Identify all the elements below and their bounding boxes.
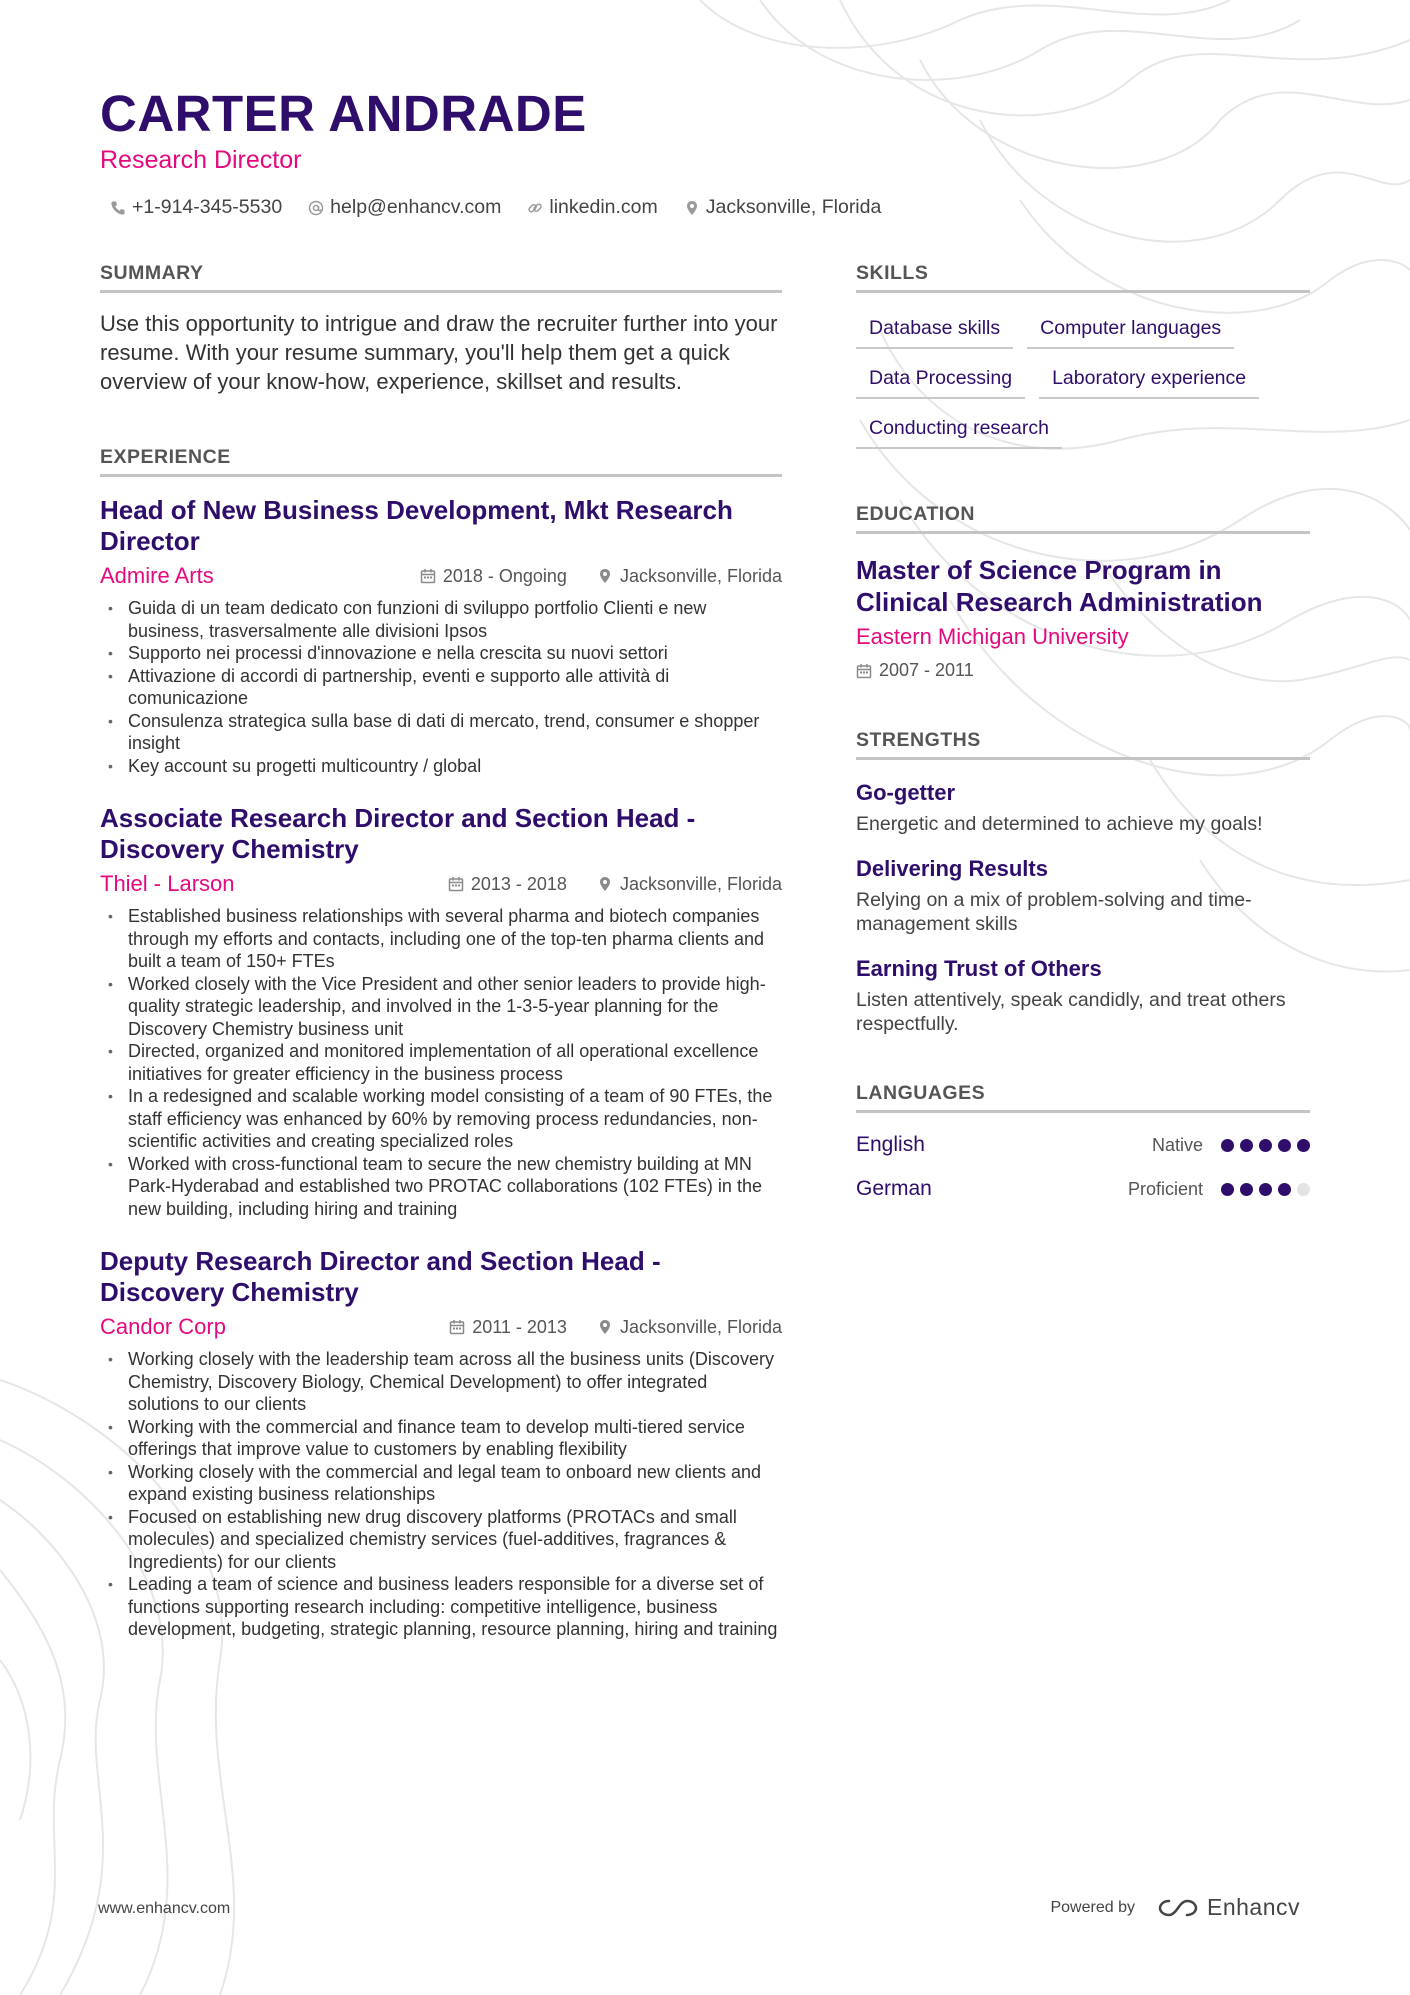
job-bullet: • Consulenza strategica sulla base di dati di mercato, trend, consumer e shopper insight <box>100 710 782 755</box>
rating-dot-filled <box>1278 1183 1291 1196</box>
school-name: Eastern Michigan University <box>856 624 1129 649</box>
rating-dot-filled <box>1259 1139 1272 1152</box>
strength-item <box>856 956 1310 1036</box>
contact-bar <box>110 196 881 219</box>
language-level: Native <box>1151 1134 1203 1155</box>
rating-dot-filled <box>1240 1183 1253 1196</box>
location-pin-icon <box>597 876 613 892</box>
job-bullet: • Key account su progetti multicountry / global <box>100 755 782 778</box>
job-location-text: Jacksonville, Florida <box>619 565 782 586</box>
job-title: Head of New Business Development, Mkt Research Director <box>100 495 733 556</box>
experience-heading: EXPERIENCE <box>100 446 782 477</box>
rating-dot-filled <box>1278 1139 1291 1152</box>
experience-section <box>100 446 782 1641</box>
job-bullet: • Worked with cross-functional team to secure the new chemistry building at MN Park-Hyderabad and established two PROTAC collaborations (102 FTEs) in the new building, including hiring and training <box>100 1153 782 1221</box>
job-location-text: Jacksonville, Florida <box>619 1316 782 1337</box>
job-meta <box>100 563 782 589</box>
job-bullet: • Guida di un team dedicato con funzioni di sviluppo portfolio Clienti e new business, trasversalmente alle divisioni Ipsos <box>100 597 782 642</box>
location-pin-icon <box>597 1319 613 1335</box>
job-location-text: Jacksonville, Florida <box>619 873 782 894</box>
job-dates <box>449 1317 567 1338</box>
rating-dot-filled <box>1259 1183 1272 1196</box>
job-title: Deputy Research Director and Section Head - Discovery Chemistry <box>100 1246 661 1307</box>
strength-item <box>856 856 1310 936</box>
candidate-name: CARTER ANDRADE <box>100 85 587 142</box>
location-text: Jacksonville, Florida <box>705 196 882 218</box>
contact-phone[interactable] <box>110 196 282 219</box>
strength-title: Earning Trust of Others <box>856 956 1102 981</box>
job-dates-text: 2011 - 2013 <box>472 1316 567 1337</box>
phone-icon <box>110 200 126 216</box>
calendar-icon <box>449 1319 465 1335</box>
job-bullet: • Directed, organized and monitored implementation of all operational excellence initiatives for greater efficiency in the business process <box>100 1040 782 1085</box>
job-location <box>597 874 782 895</box>
job-bullet: • Supporto nei processi d'innovazione e nella crescita su nuovi settori <box>100 642 782 665</box>
rating-dot-empty <box>1297 1183 1310 1196</box>
job-bullet: • Attivazione di accordi di partnership, eventi e supporto alle attività di comunicazione <box>100 665 782 710</box>
contact-email[interactable] <box>308 196 501 219</box>
job-bullet: • Working closely with the leadership team across all the business units (Discovery Chemistry, Discovery Biology, Chemical Development) to offer integrated solutions to our clients <box>100 1348 782 1416</box>
skills-list <box>856 317 1310 449</box>
job-bullet: • In a redesigned and scalable working model consisting of a team of 90 FTEs, the staff efficiency was enhanced by 60% by removing process redundancies, non-scientific activities and creating specialized roles <box>100 1085 782 1153</box>
rating-dot-filled <box>1297 1139 1310 1152</box>
job-entry <box>100 803 782 1220</box>
job-bullet: • Worked closely with the Vice President and other senior leaders to provide high-quality strategic leadership, and involved in the 1-3-5-year planning for the Discovery Chemistry business unit <box>100 973 782 1041</box>
enhancv-logo[interactable] <box>1157 1894 1300 1921</box>
location-pin-icon <box>684 200 700 216</box>
rating-dot-filled <box>1240 1139 1253 1152</box>
job-title: Associate Research Director and Section Head - Discovery Chemistry <box>100 803 696 864</box>
right-column <box>856 262 1310 1201</box>
enhancv-logo-icon <box>1157 1898 1199 1918</box>
job-dates <box>420 566 567 587</box>
job-company: Admire Arts <box>100 563 214 588</box>
language-row <box>856 1177 1310 1201</box>
languages-section <box>856 1082 1310 1201</box>
candidate-role: Research Director <box>100 146 302 174</box>
left-column <box>100 262 782 1641</box>
skill-tag: Computer languages <box>1027 317 1234 349</box>
job-location <box>597 1317 782 1338</box>
job-company: Candor Corp <box>100 1314 226 1339</box>
job-bullet: • Working with the commercial and finance team to develop multi-tiered service offerings that improve value to customers by enabling flexibility <box>100 1416 782 1461</box>
rating-dot-filled <box>1221 1183 1234 1196</box>
strength-title: Go-getter <box>856 780 955 805</box>
language-row <box>856 1133 1310 1157</box>
skill-tag: Data Processing <box>856 367 1025 399</box>
skills-heading: SKILLS <box>856 262 1310 293</box>
job-meta <box>100 871 782 897</box>
job-bullets <box>100 1348 782 1641</box>
language-level: Proficient <box>1127 1178 1203 1199</box>
footer-website[interactable]: www.enhancv.com <box>98 1900 231 1917</box>
language-name: English <box>856 1133 925 1156</box>
strengths-heading: STRENGTHS <box>856 729 1310 760</box>
summary-heading: SUMMARY <box>100 262 782 293</box>
strength-title: Delivering Results <box>856 856 1048 881</box>
strength-item <box>856 780 1310 836</box>
education-section <box>856 503 1310 681</box>
job-bullet: • Working closely with the commercial and legal team to onboard new clients and expand existing business relationships <box>100 1461 782 1506</box>
email-text: help@enhancv.com <box>330 196 502 218</box>
location-pin-icon <box>597 568 613 584</box>
rating-dot-filled <box>1221 1139 1234 1152</box>
job-meta <box>100 1314 782 1340</box>
education-dates-text: 2007 - 2011 <box>879 660 974 680</box>
job-bullets <box>100 905 782 1220</box>
languages-heading: LANGUAGES <box>856 1082 1310 1113</box>
summary-text: Use this opportunity to intrigue and draw the recruiter further into your resume. With your resume summary, you'll help them get a quick overview of your know-how, experience, skillset and results. <box>100 311 778 394</box>
powered-by-label: Powered by <box>1050 1898 1135 1916</box>
calendar-icon <box>420 568 436 584</box>
job-entry <box>100 495 782 777</box>
footer-branding <box>1050 1894 1300 1921</box>
degree-title: Master of Science Program in Clinical Research Administration <box>856 555 1263 617</box>
job-location <box>597 566 782 587</box>
job-dates-text: 2013 - 2018 <box>470 873 567 894</box>
at-icon <box>308 200 324 216</box>
job-entry <box>100 1246 782 1641</box>
link-icon <box>527 200 543 216</box>
strength-desc: Listen attentively, speak candidly, and treat others respectfully. <box>856 989 1286 1035</box>
job-bullets <box>100 597 782 777</box>
skill-tag: Database skills <box>856 317 1013 349</box>
education-dates <box>856 660 1310 681</box>
education-heading: EDUCATION <box>856 503 1310 534</box>
job-dates <box>448 874 567 895</box>
language-name: German <box>856 1177 932 1200</box>
job-bullet: • Established business relationships with several pharma and biotech companies through my efforts and contacts, including one of the top-ten pharma clients and built a team of 150+ FTEs <box>100 905 782 973</box>
job-bullet: • Focused on establishing new drug discovery platforms (PROTACs and small molecules) and specialized chemistry services (fuel-additives, fragrances & Ingredients) for our clients <box>100 1506 782 1574</box>
contact-linkedin[interactable] <box>527 196 657 219</box>
calendar-icon <box>448 876 464 892</box>
language-rating <box>1221 1183 1310 1196</box>
brand-name: Enhancv <box>1206 1894 1300 1920</box>
job-dates-text: 2018 - Ongoing <box>442 565 567 586</box>
phone-text: +1-914-345-5530 <box>132 196 283 218</box>
skill-tag: Conducting research <box>856 417 1062 449</box>
skill-tag: Laboratory experience <box>1039 367 1259 399</box>
strength-desc: Energetic and determined to achieve my goals! <box>856 813 1263 835</box>
contact-location <box>684 196 882 219</box>
linkedin-text: linkedin.com <box>549 196 658 218</box>
strengths-section <box>856 729 1310 1036</box>
language-rating <box>1221 1139 1310 1152</box>
summary-section <box>100 262 782 396</box>
strength-desc: Relying on a mix of problem-solving and time-management skills <box>856 889 1252 935</box>
calendar-icon <box>856 663 872 679</box>
job-company: Thiel - Larson <box>100 871 235 896</box>
job-bullet: • Leading a team of science and business leaders responsible for a diverse set of functions supporting research including: competitive intelligence, business development, budgeting, strategic planning, resource planning, hiring and training <box>100 1573 782 1641</box>
skills-section <box>856 262 1310 449</box>
